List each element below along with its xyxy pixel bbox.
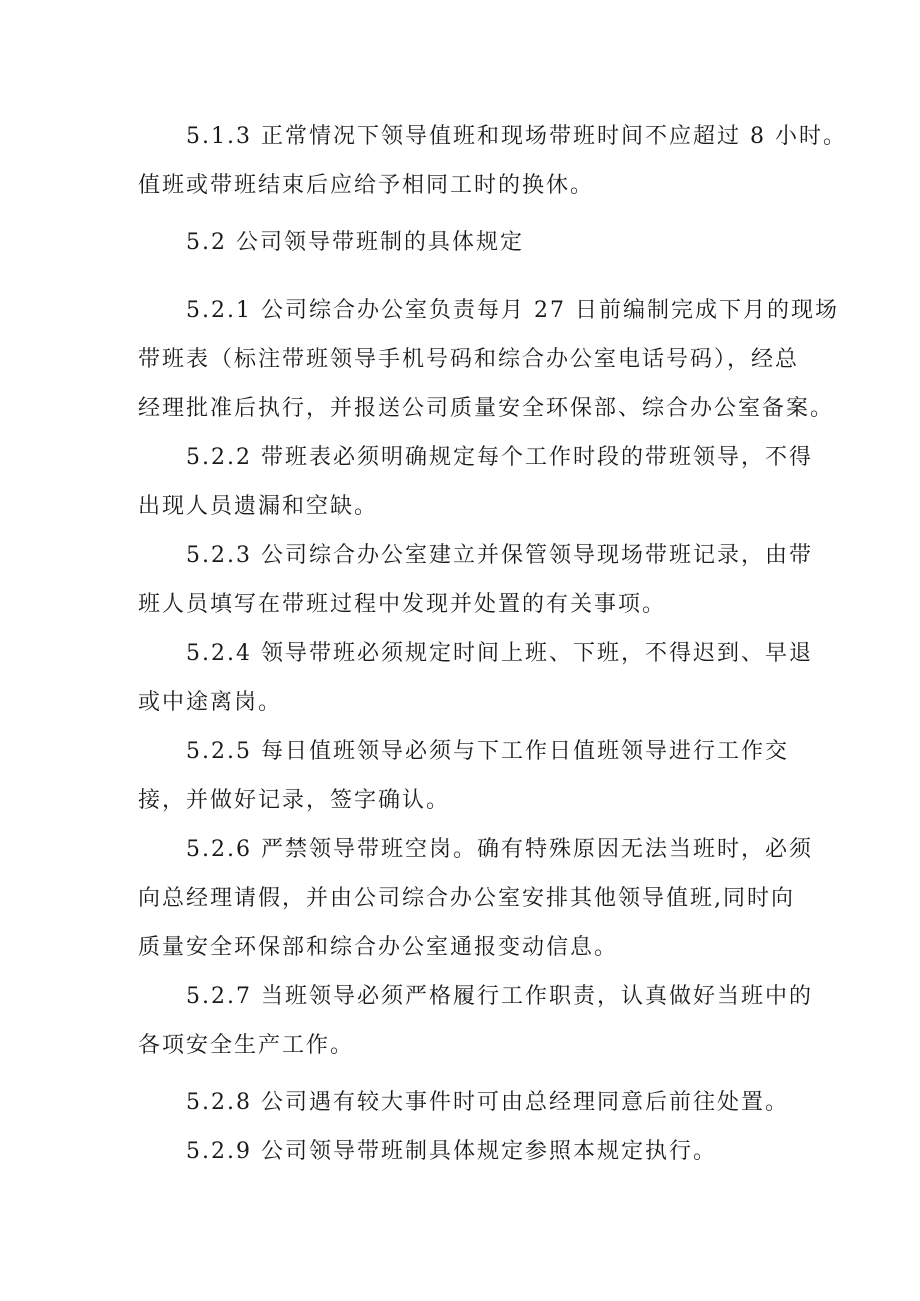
- text-line-5-2-8: 5.2.8 公司遇有较大事件时可由总经理同意后前往处置。: [186, 1090, 789, 1115]
- text-line-5-2-7-a: 5.2.7 当班领导必须严格履行工作职责，认真做好当班中的: [186, 984, 813, 1009]
- text-line-5-2-1-b: 带班表（标注带班领导手机号码和综合办公室电话号码），经总: [138, 347, 800, 372]
- text-line-5-2-5-b: 接，并做好记录，签字确认。: [138, 788, 451, 813]
- text-line-5-2-7-b: 各项安全生产工作。: [138, 1033, 355, 1058]
- text-line-5-1-3-a: 5.1.3 正常情况下领导值班和现场带班时间不应超过 8 小时。: [186, 124, 847, 149]
- text-line-5-2-3-a: 5.2.3 公司综合办公室建立并保管领导现场带班记录，由带: [186, 543, 813, 568]
- section-heading-5-2: 5.2 公司领导带班制的具体规定: [186, 230, 524, 255]
- text-line-5-2-4-b: 或中途离岗。: [138, 690, 283, 715]
- text-line-5-2-6-b: 向总经理请假，并由公司综合办公室安排其他领导值班,同时向: [138, 886, 795, 911]
- text-line-5-2-2-b: 出现人员遗漏和空缺。: [138, 494, 379, 519]
- text-line-5-2-4-a: 5.2.4 领导带班必须规定时间上班、下班，不得迟到、早退: [186, 641, 813, 666]
- text-line-5-2-5-a: 5.2.5 每日值班领导必须与下工作日值班领导进行工作交: [186, 739, 789, 764]
- text-line-5-2-1-a: 5.2.1 公司综合办公室负责每月 27 日前编制完成下月的现场: [186, 298, 839, 323]
- text-line-5-2-1-c: 经理批准后执行，并报送公司质量安全环保部、综合办公室备案。: [138, 396, 835, 421]
- text-line-5-1-3-b: 值班或带班结束后应给予相同工时的换休。: [138, 173, 595, 198]
- text-line-5-2-2-a: 5.2.2 带班表必须明确规定每个工作时段的带班领导，不得: [186, 445, 813, 470]
- text-line-5-2-3-b: 班人员填写在带班过程中发现并处置的有关事项。: [138, 592, 667, 617]
- text-line-5-2-6-c: 质量安全环保部和综合办公室通报变动信息。: [138, 935, 619, 960]
- text-line-5-2-9: 5.2.9 公司领导带班制具体规定参照本规定执行。: [186, 1139, 717, 1164]
- text-line-5-2-6-a: 5.2.6 严禁领导带班空岗。确有特殊原因无法当班时，必须: [186, 837, 813, 862]
